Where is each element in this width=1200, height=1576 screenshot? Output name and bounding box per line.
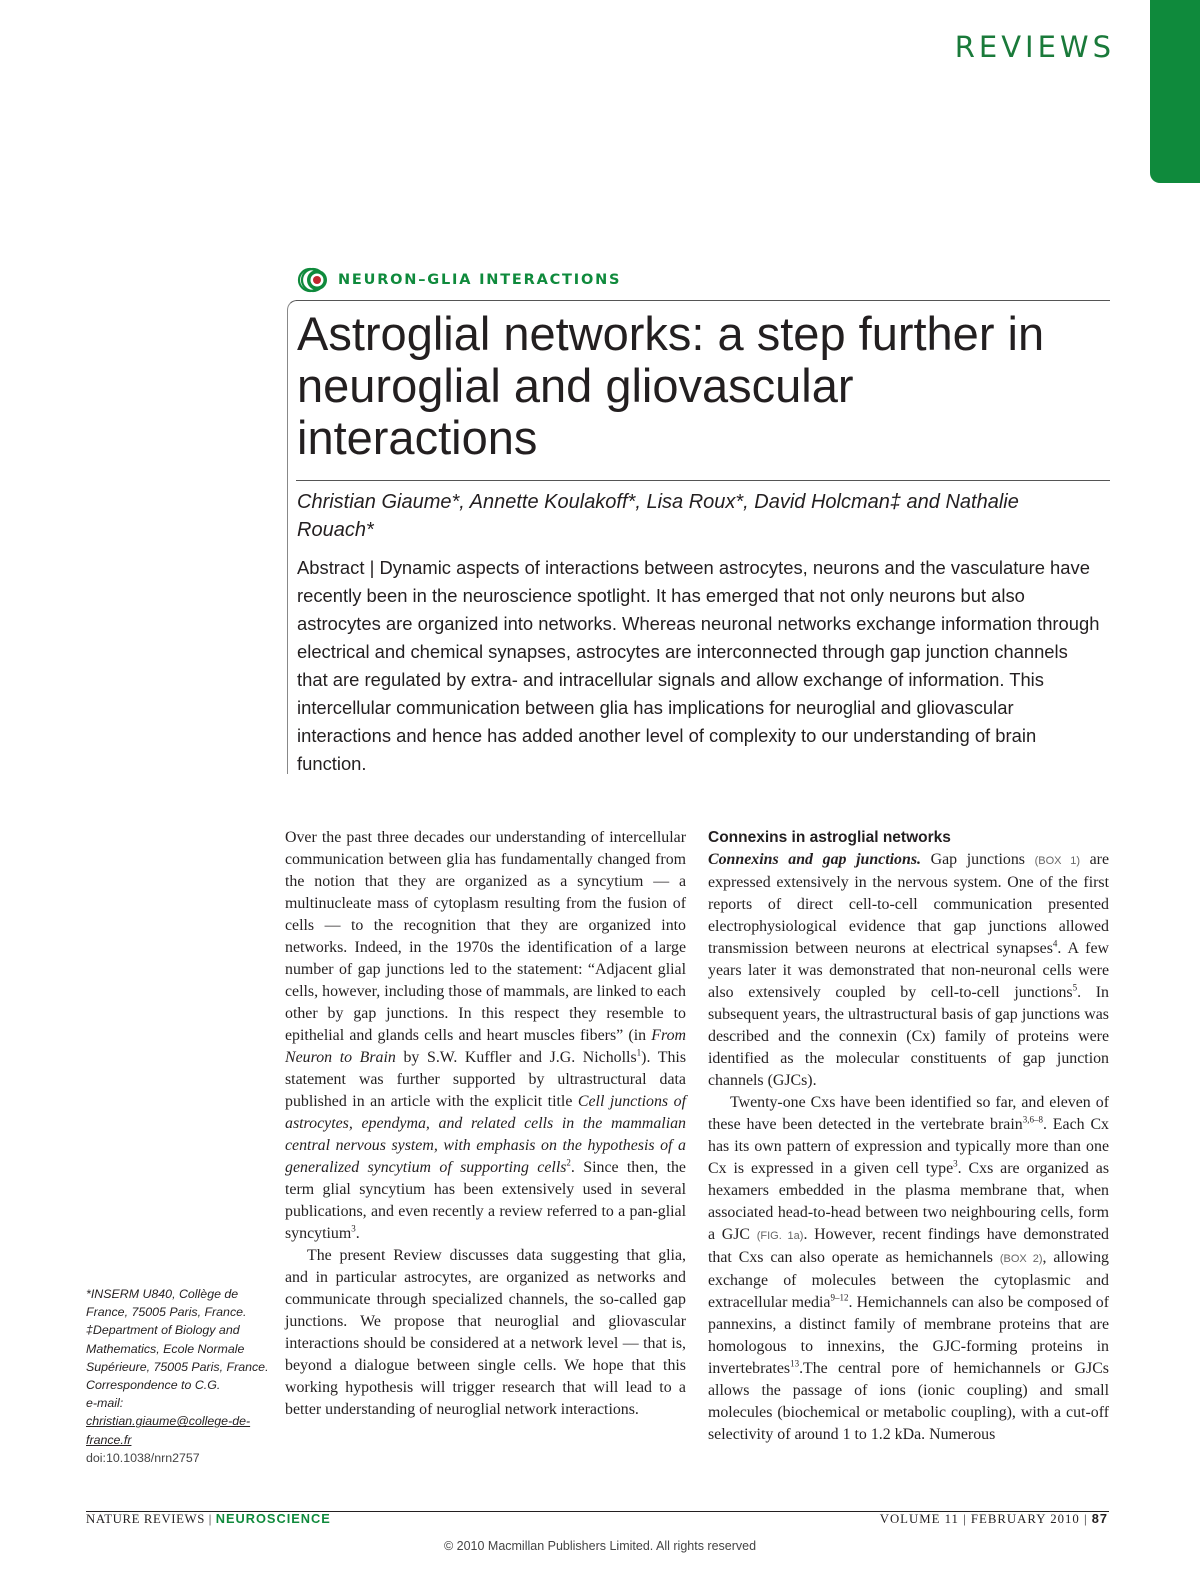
email-line: e-mail: christian.giaume@college-de-france.fr bbox=[86, 1396, 251, 1447]
body-paragraph: The present Review discusses data suggesting that glia, and in particular astrocytes, are organized as networks and communicate through specialized channels, the so-called gap junctions. We propose that neuroglial and gliovascular interactions should be considered at a network level — that is, beyond a dialogue between single cells. We hope that this working hypothesis will trigger research that will lead to a better understanding of neuroglial network interactions. bbox=[285, 1247, 686, 1418]
figure-1a-link[interactable]: (FIG. 1a) bbox=[756, 1230, 804, 1242]
correspondence: Correspondence to C.G. bbox=[86, 1378, 221, 1393]
affiliation-1: *INSERM U840, Collège de France, 75005 Paris, France. bbox=[86, 1287, 247, 1320]
green-edge-tab bbox=[1150, 0, 1200, 183]
article-title: Astroglial networks: a step further in neuroglial and gliovascular interactions bbox=[297, 307, 1045, 464]
body-paragraph: Over the past three decades our understanding of intercellular communication between glia has fundamentally changed from the notion that they are organized as a syncytium — a multinucleate mass of cytoplasm resulting from the fusion of cells — to the recognition that they are organized into networks. Indeed, in the 1970s the identification of a large number of gap junctions led to the statement: “Adjacent glial cells, however, including those of mammals, are linked to each other by gap junctions. In this respect they resemble to epithelial and glands cells and heart muscles fibers” (in From Neuron to Brain by S.W. Kuffler and J.G. Nicholls$^1$). This statement was further supported by ultrastructural data published in an article with the explicit title Cell junctions of astrocytes, ependyma, and related cells in the mammalian central nervous system, with emphasis on the hypothesis of a generalized syncytium of supporting cells$^2$. Since then, the term glial syncytium has been extensively used in several publications, and even recently a review referred to a pan-glial syncytium$^3$. bbox=[285, 829, 686, 1242]
box-2-link[interactable]: (BOX 2) bbox=[999, 1253, 1043, 1265]
issue-info: VOLUME 11 | FEBRUARY 2010 | 87 bbox=[879, 1511, 1108, 1526]
section-tag: REVIEWS bbox=[954, 30, 1115, 64]
category-label: NEURON–GLIA INTERACTIONS bbox=[338, 272, 622, 288]
category-row bbox=[296, 266, 621, 294]
title-bottom-rule bbox=[296, 480, 1110, 481]
email-link[interactable]: christian.giaume@college-de-france.fr bbox=[86, 1414, 251, 1447]
abstract: Abstract | Dynamic aspects of interactions between astrocytes, neurons and the vasculature have recently been in the neuroscience spotlight. It has emerged that not only neurons but also astrocytes are organized into networks. Whereas neuronal networks exchange information through electrical and chemical synapses, astrocytes are interconnected through gap junction channels that are regulated by extra- and intracellular signals and allow exchange of information. This intercellular communication between glia has implications for neuroglial and gliovascular interactions and hence has added another level of complexity to our understanding of brain function. bbox=[297, 557, 1100, 774]
box-1-link[interactable]: (BOX 1) bbox=[1034, 855, 1080, 867]
title-left-rule bbox=[287, 310, 288, 774]
affiliation-2: ‡Department of Biology and Mathematics, Ecole Normale Supérieure, 75005 Paris, France. bbox=[86, 1323, 269, 1374]
body-column-left bbox=[285, 827, 686, 1421]
doi: doi:10.1038/nrn2757 bbox=[86, 1450, 200, 1465]
copyright: © 2010 Macmillan Publishers Limited. All rights reserved bbox=[443, 1539, 757, 1553]
section-heading: Connexins in astroglial networks bbox=[708, 829, 951, 846]
affiliations-note bbox=[86, 1285, 271, 1467]
journal-name: NATURE REVIEWS | NEUROSCIENCE bbox=[86, 1511, 331, 1526]
author-list: Christian Giaume*, Annette Koulakoff*, Lisa Roux*, David Holcman‡ and Nathalie Rouach* bbox=[297, 491, 1019, 541]
title-top-rule bbox=[296, 300, 1110, 301]
body-column-right bbox=[708, 827, 1109, 1446]
target-rings-icon bbox=[296, 266, 336, 294]
body-paragraph: Twenty-one Cxs have been identified so far, and eleven of these have been detected in the vertebrate brain$^{3,6-8}$. Each Cx has its own pattern of expression and typically more than one Cx is expressed in a given cell type$^3$. Cxs are organized as hexamers embedded in the plasma membrane that, when associated head-to-head between two neighbouring cells, form a GJC (FIG. 1a). However, recent findings have demonstrated that Cxs can also operate as hemichannels (BOX 2), allowing exchange of molecules between the cytoplasmic and extracellular media$^{9-12}$. Hemichannels can also be composed of pannexins, a distinct family of membrane proteins that are homologous to innexins, the GJC-forming proteins in invertebrates$^{13}$.The central pore of hemichannels or GJCs allows the passage of ions (ionic coupling) and small molecules (biochemical or metabolic coupling), with a cut-off selectivity of around 1 to 1.2 kDa. Numerous bbox=[708, 1094, 1109, 1443]
body-paragraph: Connexins and gap junctions. Gap junctions (BOX 1) are expressed extensively in the nervous system. One of the first reports of direct cell-to-cell communication presented electrophysiological evidence that gap junctions allowed transmission between neurons at electrical synapses$^4$. A few years later it was demonstrated that non-neuronal cells were also extensively coupled by cell-to-cell junctions$^5$. In subsequent years, the ultrastructural basis of gap junctions was described and the connexin (Cx) family of proteins were identified as the molecular constituents of gap junction channels (GJCs). bbox=[708, 851, 1110, 1089]
page-number: 87 bbox=[1091, 1511, 1108, 1526]
